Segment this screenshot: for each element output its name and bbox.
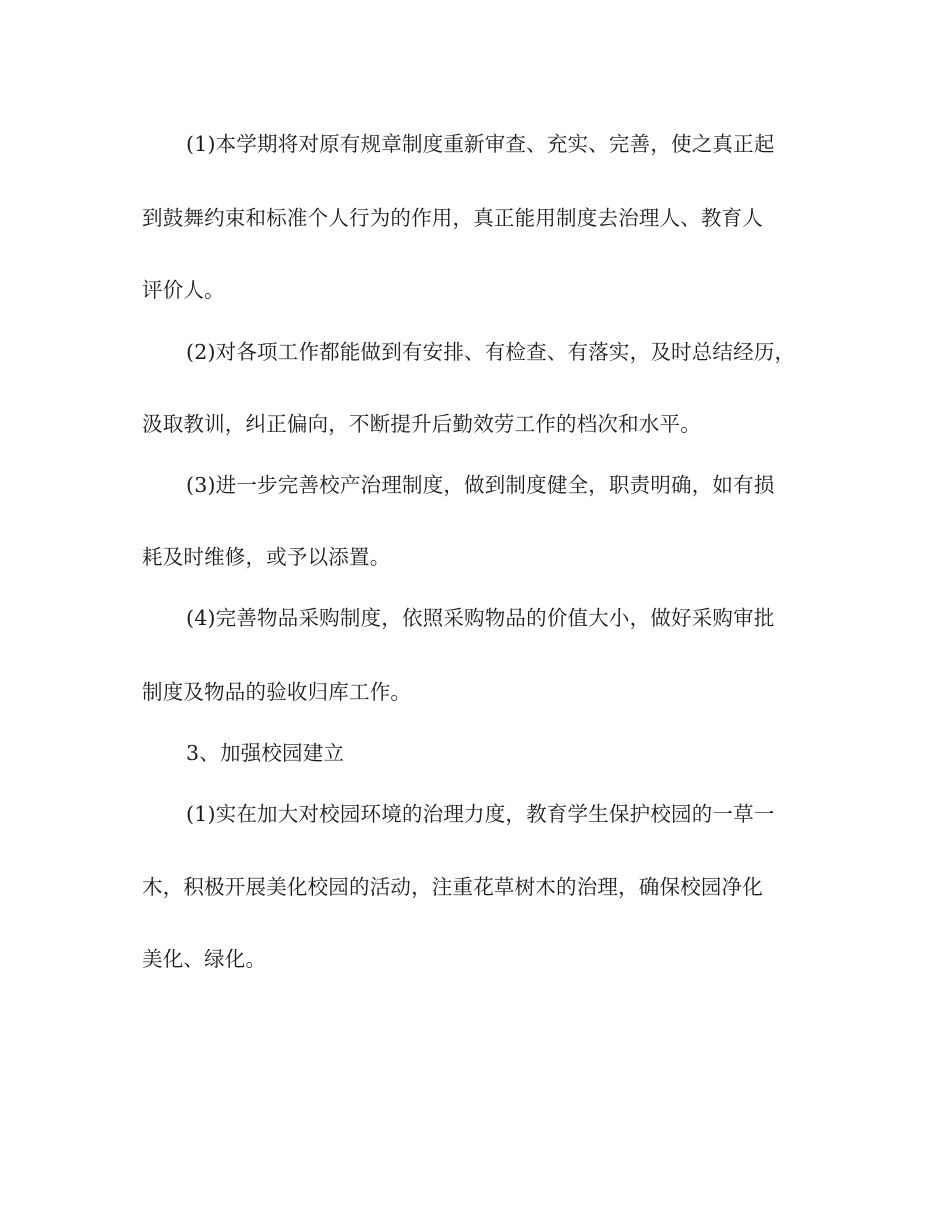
paragraph-5-line-1: (1)实在加大对校园环境的治理力度，教育学生保护校园的一草一 [186, 802, 775, 826]
paragraph-1-line-3: 评价人。 [142, 278, 225, 302]
paragraph-4-line-1: (4)完善物品采购制度，依照采购物品的价值大小，做好采购审批 [186, 606, 775, 630]
paragraph-1-line-1: (1)本学期将对原有规章制度重新审查、充实、完善，使之真正起 [186, 132, 775, 156]
paragraph-2-line-2: 汲取教训，纠正偏向，不断提升后勤效劳工作的档次和水平。 [142, 412, 701, 436]
paragraph-4-line-2: 制度及物品的验收归库工作。 [142, 680, 412, 704]
section-heading: 3、加强校园建立 [186, 741, 345, 765]
paragraph-3-line-1: (3)进一步完善校产治理制度，做到制度健全，职责明确，如有损 [186, 473, 775, 497]
paragraph-3-line-2: 耗及时维修，或予以添置。 [142, 545, 391, 569]
paragraph-5-line-2: 木，积极开展美化校园的活动，注重花草树木的治理，确保校园净化 [142, 875, 763, 899]
paragraph-1-line-2: 到鼓舞约束和标准个人行为的作用，真正能用制度去治理人、教育人 [142, 206, 763, 230]
paragraph-2-line-1: (2)对各项工作都能做到有安排、有检查、有落实，及时总结经历， [186, 340, 796, 364]
paragraph-5-line-3: 美化、绿化。 [142, 947, 267, 971]
